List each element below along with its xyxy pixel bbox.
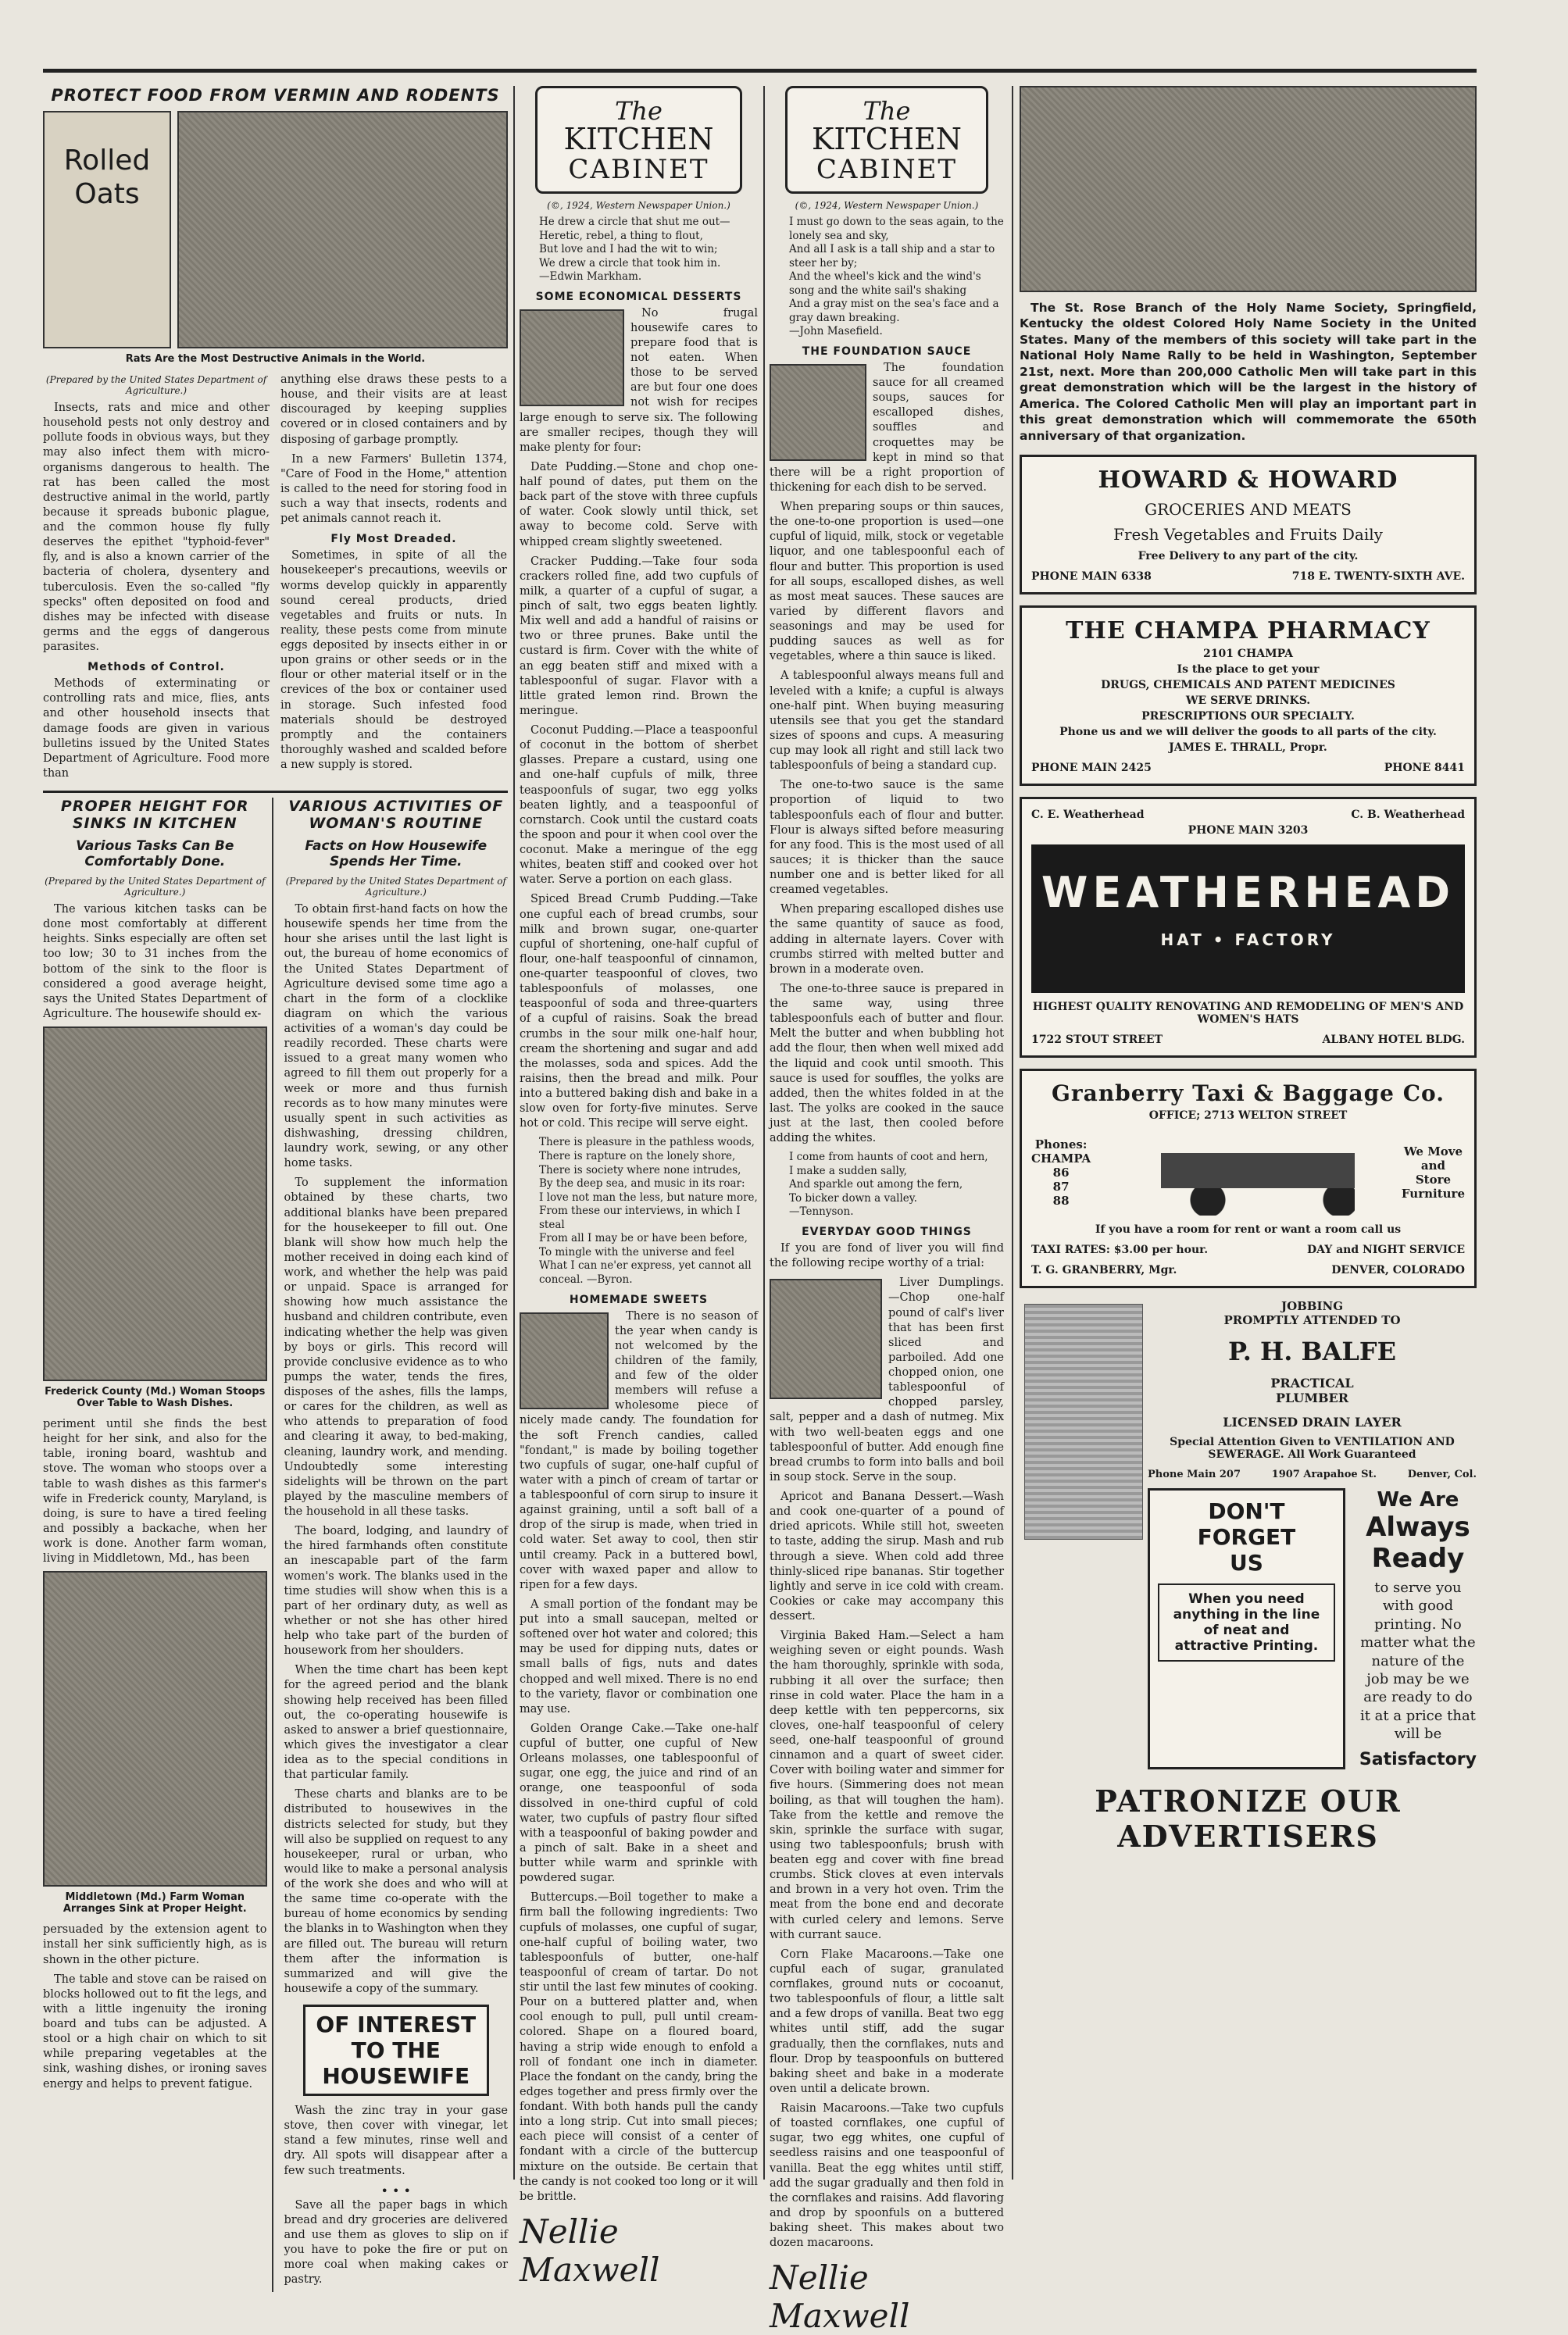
granberry-move2: and: [1420, 1159, 1446, 1173]
signature-2: Nellie Maxwell: [520, 2212, 660, 2289]
poem-tennyson: I come from haunts of coot and hern, I make a sudden sally, And sparkle out among the fern, To bicker down a valley. —Tennyson.: [789, 1151, 988, 1219]
candy-pot-illustration: [520, 1312, 609, 1409]
howard-line1: GROCERIES AND MEATS: [1145, 500, 1352, 519]
foundation-1: The foundation sauce for all creamed soups, sauces for escalloped dishes, souffles and croquettes may be kept in mind so that there will be a right proportion of thickening for each dish to be served.: [770, 361, 1004, 494]
dont-forget-ad: [1148, 1488, 1345, 1769]
saucepan-illustration: [770, 364, 866, 461]
activities-heading: VARIOUS ACTIVITIES OF WOMAN'S ROUTINE: [288, 798, 504, 832]
activities-paragraph-1: To obtain first-hand facts on how the housewife spends her time from the hour she arises until the last light is out, the bureau of home economics of the United States Department of Agriculture devised some time ago a chart in the form of a clocklike diagram on which the various activities of a woman's day could be readily recorded. These charts were issued to a great many women who agreed to fill them out properly for a week or more and thus furnish records as to how many minutes were usually spent in such activities as dishwashing, dressing children, laundry work, sewing, or any other home tasks.: [284, 903, 508, 1170]
weatherhead-banner: WEATHERHEAD HAT • FACTORY: [1031, 844, 1465, 993]
granberry-ad: [1020, 1069, 1477, 1288]
sweets-intro: There is no season of the year when candy is not welcomed by the children of the family, and few of the older members will refuse a wholesome piece of nicely made candy. The foundation for the soft French candies, called "fondant," is made by boiling together two cupfuls of sugar, one-half cupful of water with a pinch of cream of tartar or a tablespoonful of corn sirup to insure it against graining, until a soft ball of a drop of the sirup is made, when tried in cold water. Set away to cool, then stir until creamy. Pack in a buttered bowl, cover with waxed paper and allow to ripen for a few days.: [520, 1309, 758, 1591]
sinks-paragraph-1: The various kitchen tasks can be done most comfortably at different heights. Sinks especially are often set too low; 30 to 31 inches from the bottom of the sink to the floor is considered a good average height, says the United States Department of Agriculture. The housewife should ex-: [43, 903, 267, 1020]
column-divider-3: [1012, 86, 1013, 2180]
column-4: [1020, 86, 1477, 2180]
foundation-4: The one-to-two sauce is the same proportion of liquid to two tablespoonfuls each of flour and butter. Flour is always sifted before measuring for any food. This is the most used of all sauces; it is thicker than the sauce number one and is better liked for all creamed vegetables.: [770, 779, 1004, 897]
sinks-subheading: Various Tasks Can Be Comfortably Done.: [76, 838, 234, 869]
kc-line2: CABINET: [568, 154, 709, 185]
dont-forget-title2: US: [1229, 1550, 1263, 1576]
sinks-paragraph-2: periment until she finds the best height for her sink, and also for the table, ironing board, washtub and stove. The woman who stoops over a table to wash dishes as this farmer's wife in Frederick county, Maryland, is doing, is sure to have a tired feeling and possibly a backache, when her work is done. Another farm woman, living in Middletown, Md., has been: [43, 1418, 267, 1566]
weatherhead-address2: ALBANY HOTEL BLDG.: [1322, 1034, 1465, 1047]
credit-2: (Prepared by the United States Department of Agriculture.): [45, 876, 266, 898]
section-rule: [43, 791, 508, 793]
foundation-2: When preparing soups or thin sauces, the one-to-one proportion is used—one cupful of liquid, milk, stock or vegetable liquor, and one tablespoonful each of flour and butter. This proportion is used for all soups, escalloped dishes, as well as most meat sauces. These sauces are varied by different flavors and seasonings and may be used for pudding sauces as well as for vegetables, where a thin sauce is liked.: [770, 501, 1004, 663]
liver-dumplings: Liver Dumplings.—Chop one-half pound of calf's liver that has been first sliced and parboiled. Add one chopped onion, one tablespoonful of chopped parsley, salt, pepper and a dash of nutmeg. Mix with two well-beaten eggs and one tablespoonful of butter. Add enough fine bread crumbs to form into balls and boil in soup stock. Serve in the soup.: [770, 1276, 1004, 1483]
balfe-line1: JOBBING: [1280, 1299, 1344, 1314]
granberry-move3: Store: [1415, 1173, 1452, 1187]
balfe-address: 1907 Arapahoe St.: [1271, 1469, 1377, 1481]
granberry-name: Granberry Taxi & Baggage Co.: [1052, 1080, 1445, 1107]
casserole-illustration: [520, 309, 624, 406]
sweets-heading: HOMEMADE SWEETS: [569, 1293, 709, 1306]
patronize-footer: PATRONIZE OUR ADVERTISERS: [1095, 1783, 1402, 1854]
kc-line2-2: CABINET: [816, 154, 958, 185]
kc-the-2: The: [863, 96, 911, 126]
housewife-tip-2: Save all the paper bags in which bread and dry groceries are delivered and use them as gloves to slip on if you have to poke the fire or put on more coal when making cakes or pastry.: [284, 2198, 508, 2287]
vermin-paragraph-2: Methods of exterminating or controlling rats and mice, flies, ants and other household insects that damage foods are given in various bulletins issued by the United States Department of Agriculture. Food more than: [43, 677, 270, 780]
howard-phone: PHONE MAIN 6338: [1031, 570, 1152, 584]
poem-masefield: I must go down to the seas again, to the lonely sea and sky, And all I ask is a tall ship and a star to steer her by; And the wheel's kick and the wind's song and the white sail's shaking And a gray mist on the sea's face and a gray dawn breaking. —John Masefield.: [789, 216, 1004, 338]
howard-name: HOWARD & HOWARD: [1098, 466, 1398, 494]
pharmacy-line5: Phone us and we will deliver the goods to all parts of the city.: [1059, 726, 1437, 739]
pharmacy-line3: WE SERVE DRINKS.: [1185, 694, 1311, 708]
foundation-5: When preparing escalloped dishes use the same quantity of sauce as food, adding in alternate layers. Cover with crumbs stirred with melted butter and brown in a moderate oven.: [770, 903, 1004, 976]
howard-address: 718 E. TWENTY-SIXTH AVE.: [1291, 570, 1465, 584]
granberry-move1: We Move: [1403, 1144, 1463, 1159]
pharmacy-line4: PRESCRIPTIONS OUR SPECIALTY.: [1141, 710, 1355, 723]
balfe-line5: LICENSED DRAIN LAYER: [1223, 1415, 1402, 1430]
always-ready-title1: We Are: [1377, 1488, 1459, 1512]
vermin-paragraph-5: Sometimes, in spite of all the housekeeper's precautions, weevils or worms develop quickly in apparently sound cereal products, dried vegetables and fruits or nuts. In reality, these pests come from minute eggs deposited by insects either in or upon grains or other seeds or in the flour or other material itself or in the crevices of the box or container used in storage. Such infested food materials should be destroyed promptly and the containers thoroughly washed and scalded before a new supply is stored.: [280, 549, 507, 771]
signature-3: Nellie Maxwell: [770, 2258, 910, 2335]
vermin-paragraph-3: anything else draws these pests to a house, and their visits are at least discouraged by keeping supplies covered or in closed containers and by disposing of garbage promptly.: [280, 373, 507, 446]
activities-paragraph-5: These charts and blanks are to be distributed to housewives in the districts selected for study, but they will also be supplied on request to any housekeeper, rural or urban, who would like to make a personal analysis of the work she does and who will at the same time co-operate with the bureau of home economics by sending the blanks in to Washington when they are filled out. The bureau will return them after the information is summarized and will give the housewife a copy of the summary.: [284, 1788, 508, 1995]
column-1: [43, 86, 508, 2287]
bread-crumb-pudding: Spiced Bread Crumb Pudding.—Take one cupful each of bread crumbs, sour milk and brown sugar, one-quarter cupful of shortening, one-half cupful of flour, one-half teaspoonful of cinnamon, one-quarter teaspoonful of cloves, two tablespoonfuls of molasses, one teaspoonful of soda and three-quarters of a cupful of raisins. Soak the bread crumbs in the sour milk one-half hour, cream the shortening and sugar and add the molasses, soda and spices. Add the raisins, then the bread and milk. Pour into a buttered baking dish and bake in a slow oven for forty-five minutes. Serve hot or cold. This recipe will serve eight.: [520, 893, 758, 1130]
granberry-mgr: T. G. GRANBERRY, Mgr.: [1031, 1264, 1177, 1277]
granberry-phones-name: CHAMPA: [1031, 1151, 1091, 1166]
desserts-heading: SOME ECONOMICAL DESSERTS: [535, 290, 742, 303]
balfe-line4: PLUMBER: [1275, 1391, 1349, 1406]
column-3: [770, 86, 1004, 2335]
granberry-rates: TAXI RATES: $3.00 per hour.: [1031, 1244, 1209, 1257]
column-divider-1: [513, 86, 515, 2180]
weatherhead-line1: HIGHEST QUALITY RENOVATING AND REMODELING OF MEN'S AND WOMEN'S HATS: [1032, 1001, 1464, 1026]
of-interest-banner: OF INTEREST TO THE HOUSEWIFE: [303, 2005, 489, 2096]
everyday-intro: If you are fond of liver you will find the following recipe worthy of a trial:: [770, 1242, 1004, 1270]
pharmacy-prop: JAMES E. THRALL, Propr.: [1169, 741, 1327, 755]
column-divider-2: [763, 86, 765, 2180]
weatherhead-hat: HAT: [1160, 930, 1205, 950]
always-ready-ad: [1359, 1488, 1477, 1769]
howard-line2: Fresh Vegetables and Fruits Daily: [1113, 525, 1383, 544]
virginia-ham: Virginia Baked Ham.—Select a ham weighing seven or eight pounds. Wash the ham thoroughly, sprinkle with soda, rubbing it all over the surface; then rinse in cold water. Place the ham in a deep kettle with ten peppercorns, six cloves, one-half teaspoonful of celery seed, one-half teaspoonful of ground cinnamon and a quart of sweet cider. Cover with boiling water and simmer for five hours. (Simmering does not mean boiling, as that will toughen the ham). Take from the kettle and remove the skin, sprinkle the surface with sugar, using two tablespoonfuls; brush with beaten egg and cover with fine bread crumbs. Stick cloves at even intervals and brown in a very hot oven. Trim the meat from the bone end and decorate with curled celery and lemons. Serve with currant sauce.: [770, 1630, 1004, 1941]
kc-line1: KITCHEN: [563, 122, 714, 156]
granberry-phone-b: 87: [1052, 1180, 1070, 1194]
date-pudding: Date Pudding.—Stone and chop one-half pound of dates, put them on the back part of the stove with three cupfuls of water. Cook slowly until thick, set away to become cold. Serve with whipped cream slightly sweetened.: [520, 460, 758, 548]
granberry-phones-label: Phones:: [1034, 1137, 1088, 1152]
granberry-service: DAY and NIGHT SERVICE: [1306, 1244, 1465, 1257]
credit-3: (Prepared by the United States Department of Agriculture.): [285, 876, 506, 898]
pharmacy-line1: Is the place to get your: [1177, 663, 1320, 677]
kc-the: The: [615, 96, 663, 126]
rat-caption: Rats Are the Most Destructive Animals in the World.: [125, 353, 426, 365]
granberry-phone-a: 86: [1052, 1166, 1070, 1180]
pharmacy-phone1: PHONE MAIN 2425: [1031, 762, 1152, 775]
corn-flake-macaroons: Corn Flake Macaroons.—Take one cupful each of sugar, granulated cornflakes, ground nuts or cocoanut, two tablespoonfuls of flour, a little salt and a few drops of vanilla. Beat two egg whites until stiff, add the sugar gradually, then the cornflakes, nuts and flour. Drop by teaspoonfuls on buttered baking sheet and bake in a moderate oven until a delicate brown.: [770, 1948, 1004, 2095]
woman-stooping-photo: [43, 1026, 267, 1381]
stooping-caption: Frederick County (Md.) Woman Stoops Over Table to Wash Dishes.: [45, 1386, 266, 1409]
rolled-oats-box: [43, 111, 171, 348]
holy-name-caption: The St. Rose Branch of the Holy Name Society, Springfield, Kentucky the oldest Colored Holy Name Society in the United States. Many of the members of this society will take part in the National Holy Name Rally to be held in Washington, September 21st, next. More than 200,000 Catholic Men will take part in this great demonstration which will be the largest in the history of America. The Colored Catholic Men will play an important part in this great demonstration which will commemorate the 650th anniversary of that organization.: [1020, 301, 1477, 443]
foundation-3: A tablespoonful always means full and leveled with a knife; a cupful is always one-half pint. When buying measuring utensils see that you get the standard sizes of spoons and cups. A measuring cup may look all right and still lack two tablespoonfuls of being a standard cup.: [770, 669, 1004, 773]
desserts-intro: No frugal housewife cares to prepare food that is not eaten. When those to be served are but four one does not wish for recipes large enough to serve six. The following are smaller recipes, though they will make plenty for four:: [520, 306, 758, 454]
rolled-oats-label: Rolled Oats: [63, 145, 151, 211]
vermin-heading: PROTECT FOOD FROM VERMIN AND RODENTS: [51, 86, 500, 105]
sinks-paragraph-4: The table and stove can be raised on blocks hollowed out to fit the legs, and with a little ingenuity the ironing board and tubs can be adjusted. A stool or a high chair on which to sit while preparing vegetables at the sink, washing dishes, or ironing saves energy and helps to prevent fatigue.: [43, 1973, 267, 2090]
weatherhead-ad: [1020, 797, 1477, 1058]
balfe-phone: Phone Main 207: [1148, 1469, 1241, 1481]
pharmacy-line2: DRUGS, CHEMICALS AND PATENT MEDICINES: [1101, 679, 1395, 692]
activities-subheading: Facts on How Housewife Spends Her Time.: [305, 838, 488, 869]
top-rule: [43, 69, 1477, 73]
kitchen-cabinet-header-2: [785, 86, 988, 194]
balfe-name: P. H. BALFE: [1227, 1337, 1397, 1367]
balfe-line3: PRACTICAL: [1270, 1376, 1354, 1391]
granberry-move4: Furniture: [1401, 1187, 1465, 1201]
dont-forget-title1: DON'T FORGET: [1197, 1498, 1296, 1551]
fly-heading: Fly Most Dreaded.: [330, 533, 457, 546]
apricot-dessert: Apricot and Banana Dessert.—Wash and cook one-quarter of a pound of dried apricots. While still hot, sweeten to taste, adding the sirup. Mash and rub through a sieve. When cold add three thinly-sliced ripe bananas. Stir together lightly and serve in ice cold with cream. Cookies or cake may accompany this dessert.: [770, 1491, 1004, 1623]
tip-separator: • • •: [380, 2183, 411, 2198]
pharmacy-name: THE CHAMPA PHARMACY: [1066, 617, 1430, 645]
everyday-heading: EVERYDAY GOOD THINGS: [802, 1226, 972, 1239]
kc-line1-2: KITCHEN: [812, 122, 962, 156]
balfe-city: Denver, Col.: [1407, 1469, 1477, 1481]
pharmacy-ad: [1020, 605, 1477, 786]
poem-byron: There is pleasure in the pathless woods, There is rapture on the lonely shore, There is society where none intrudes, By the deep sea, and music in its roar: I love not man the less, but nature more, From these our interviews, in which I steal From all I may be or have been before, To mingle with the universe and feel What I can ne'er express, yet cannot all conceal. —Byron.: [539, 1136, 758, 1286]
activities-paragraph-2: To supplement the information obtained by these charts, two additional blanks have been prepared for the housekeeper to fill out. One blank will show how much help the mother received in doing each kind of work, and whether the help was paid or unpaid. Space is arranged for showing how much assistance the husband and children contribute, even indicating whether the help was given by boys or girls. This record will provide conclusive evidence as to who pumps the water, tends the fires, disposes of the ashes, fills the lamps, or cares for the children, as well as who attends to preparation of food and clearing it away, to bed-making, cleaning, laundry work, and mending. Undoubtedly some interesting sidelights will be thrown on the part played by the masculine members of the household in all these tasks.: [284, 1176, 508, 1518]
vermin-paragraph-4: In a new Farmers' Bulletin 1374, "Care of Food in the Home," attention is called to the need for storing food in such a way that insects, rodents and pet animals cannot reach it.: [280, 452, 507, 526]
methods-heading: Methods of Control.: [88, 661, 225, 674]
balfe-ad: [1020, 1299, 1477, 1480]
rat-photo: [177, 111, 508, 348]
coconut-pudding: Coconut Pudding.—Place a teaspoonful of coconut in the bottom of sherbet glasses. Prepare a custard, using one and one-half cupfuls of milk, three teaspoonfuls of sugar, two egg yolks beaten lightly, and a teaspoonful of cornstarch. Cook until the custard coats the spoon and pour it when cool over the coconut. Make a meringue of the egg whites, beaten stiff and cooked over hot water. Serve a portion on each glass.: [520, 724, 758, 887]
holy-name-society-photo: [1020, 86, 1477, 292]
weatherhead-right: C. B. Weatherhead: [1351, 809, 1465, 822]
always-ready-body: to serve you with good printing. No matter what the nature of the job may be we are ready to do it at a price that will be: [1359, 1580, 1476, 1743]
weatherhead-left: C. E. Weatherhead: [1031, 809, 1145, 822]
fondant-portion: A small portion of the fondant may be put into a small saucepan, melted or softened over hot water and colored; this may be used for dipping nuts, dates or small balls of figs, nuts and dates chopped and well mixed. There is no end to the variety, flavor or combination one may use.: [520, 1598, 758, 1716]
orange-cake: Golden Orange Cake.—Take one-half cupful of butter, one cupful of New Orleans molasses, one tablespoonful of sugar, one egg, the juice and rind of an orange, one teaspoonful of soda dissolved in one-third cupful of cold water, two cupfuls of pastry flour sifted with a teaspoonful of baking powder and a pinch of salt. Bake in a sheet and butter while warm and sprinkle with powdered sugar.: [520, 1722, 758, 1885]
vermin-paragraph-1: Insects, rats and mice and other household pests not only destroy and pollute foods in obvious ways, but they may also infect them with micro-organisms dangerous to health. The rat has been called the most destructive animal in the world, partly because it spreads bubonic plague, and the common house fly fully deserves the epithet "typhoid-fever" fly, and is also a known carrier of the bacteria of cholera, dysentery and tuberculosis. Even the so-called "fly specks" often deposited on food and dishes may be infected with disease germs and the eggs of dangerous parasites.: [43, 402, 270, 653]
column-2: [520, 86, 758, 2289]
howard-line3: Free Delivery to any part of the city.: [1138, 550, 1359, 563]
housewife-tip-1: Wash the zinc tray in your gase stove, then cover with vinegar, let stand a few minutes, rinse well and dry. All spots will disappear after a few such treatments.: [284, 2105, 508, 2177]
poem-markham: He drew a circle that shut me out— Heretic, rebel, a thing to flout, But love and I had the wit to win; We drew a circle that took him in. —Edwin Markham.: [539, 216, 730, 284]
balfe-line2: PROMPTLY ATTENDED TO: [1223, 1313, 1401, 1328]
sinks-heading: PROPER HEIGHT FOR SINKS IN KITCHEN: [60, 798, 249, 832]
granberry-office: OFFICE; 2713 WELTON STREET: [1148, 1109, 1348, 1123]
granberry-line1: If you have a room for rent or want a room call us: [1095, 1223, 1402, 1237]
foundation-heading: THE FOUNDATION SAUCE: [802, 345, 972, 358]
pharmacy-phone2: PHONE 8441: [1384, 762, 1465, 775]
howard-ad: [1020, 455, 1477, 594]
dont-forget-body: When you need anything in the line of neat and attractive Printing.: [1158, 1583, 1335, 1662]
credit-1: (Prepared by the United States Department of Agriculture.): [45, 374, 267, 396]
sinks-paragraph-3: persuaded by the extension agent to install her sink sufficiently high, as is shown in the other picture.: [43, 1923, 267, 1966]
plumber-illustration: [1024, 1304, 1143, 1540]
weatherhead-factory: FACTORY: [1234, 930, 1336, 950]
foundation-6: The one-to-three sauce is prepared in the same way, using three tablespoonfuls each of butter and flour. Melt the butter and when bubbling hot add the flour, then when well mixed add the liquid and cook until smooth. This sauce is used for souffles, the yolks are added, then the whites folded in at the last. The yolks are cooked in the sauce just at the last, then cooled before adding the whites.: [770, 982, 1004, 1145]
granberry-city: DENVER, COLORADO: [1331, 1264, 1465, 1277]
taxi-car-illustration: [1138, 1130, 1355, 1216]
weatherhead-phone: PHONE MAIN 3203: [1188, 824, 1309, 837]
weatherhead-address1: 1722 STOUT STREET: [1031, 1034, 1163, 1047]
buttercups: Buttercups.—Boil together to make a firm ball the following ingredients: Two cupfuls of molasses, one cupful of sugar, one-half cupful of boiling water, two tablespoonfuls of butter, one-half teaspoonful of cream of tartar. Do not stir until the last few minutes of cooking. Pour on a buttered platter and, when cool enough to pull, pull until cream-colored. Shape on a floured board, having a strip wide enough to enfold a roll of fondant one inch in diameter. Place the fondant on the candy, bring the edges together and press firmly over the fondant. With both hands pull the candy into a long strip. Cut into small pieces; each piece will consist of a center of fondant with a circle of the buttercup mixture on the outside. Be certain that the candy is not cooked too long or it will be brittle.: [520, 1891, 758, 2203]
copyright-2: (©, 1924, Western Newspaper Union.): [547, 200, 730, 211]
activities-paragraph-4: When the time chart has been kept for the agreed period and the blank showing help received has been filled out, the co-operating housewife is asked to answer a brief questionnaire, which gives the investigator a clear idea as to the special conditions in that particular family.: [284, 1664, 508, 1782]
copyright-3: (©, 1924, Western Newspaper Union.): [795, 200, 979, 211]
cracker-pudding: Cracker Pudding.—Take four soda crackers rolled fine, add two cupfuls of milk, a quarter of a cupful of sugar, a pinch of salt, two eggs beaten lightly. Mix well and add a handful of raisins or two or three prunes. Bake until the custard is firm. Cover with the white of an egg beaten stiff and mixed with a tablespoonful of sugar. Flavor with a little grated lemon rind. Brown the meringue.: [520, 555, 758, 717]
granberry-phone-c: 88: [1052, 1194, 1070, 1209]
kitchen-cabinet-header: [535, 86, 742, 194]
activities-paragraph-3: The board, lodging, and laundry of the hired farmhands often constitute an inescapable part of the farm women's work. The blanks used in the time studies will show when this is a part of her ordinary duty, as well as whether or not she has other hired help who take part of the burden of housework from her shoulders.: [284, 1525, 508, 1658]
always-ready-last: Satisfactory: [1359, 1749, 1477, 1769]
sink-caption: Middletown (Md.) Farm Woman Arranges Sink at Proper Height.: [63, 1891, 247, 1915]
woman-sink-photo: [43, 1571, 267, 1887]
raisin-macaroons: Raisin Macaroons.—Take two cupfuls of toasted cornflakes, one cupful of sugar, two egg whites, one cupful of seedless raisins and one teaspoonful of vanilla. Beat the egg whites until stiff, add the sugar gradually and then fold in the cornflakes and raisins. Add flavoring and drop by spoonfuls on a buttered baking sheet. This makes about two dozen macaroons.: [770, 2102, 1004, 2250]
balfe-line6: Special Attention Given to VENTILATION AND SEWERAGE. All Work Guaranteed: [1170, 1436, 1455, 1462]
pots-illustration: [770, 1279, 882, 1399]
weatherhead-brand: WEATHERHEAD: [1041, 868, 1455, 918]
always-ready-title2: Always Ready: [1366, 1512, 1470, 1575]
pharmacy-address: 2101 CHAMPA: [1203, 648, 1293, 661]
